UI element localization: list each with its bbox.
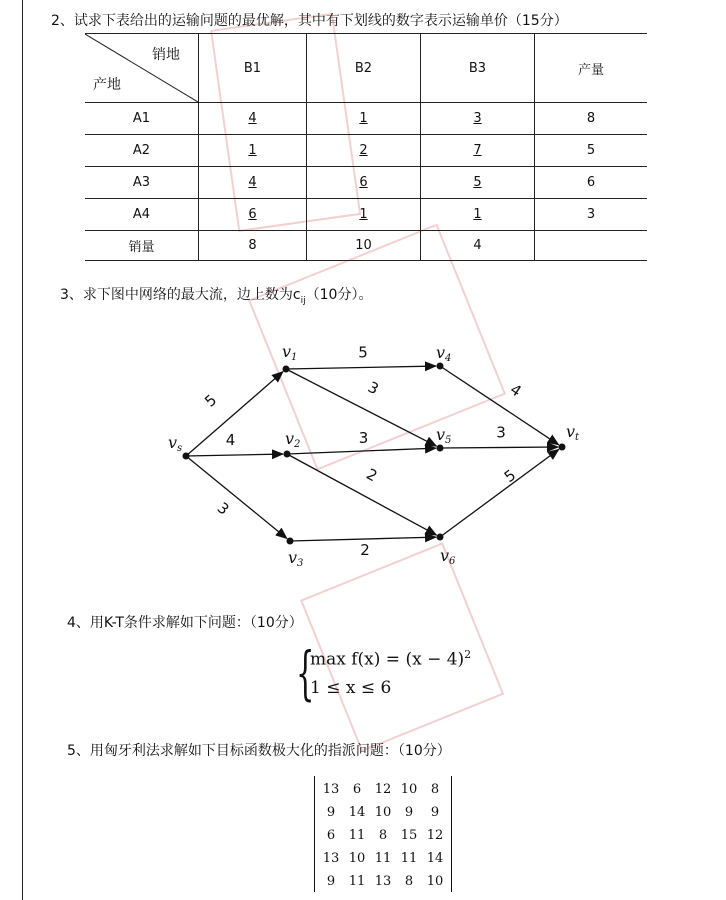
matrix-cell: 11 [348,828,366,843]
header-b1: B1 [199,34,307,103]
matrix-row [318,870,448,893]
node-v6 [437,534,444,541]
question-3-suffix: （10分）。 [305,287,373,303]
matrix-cell: 11 [400,851,418,866]
demand-label: 销量 [85,231,199,261]
matrix-cell: 13 [374,874,392,889]
row-label: A4 [85,199,199,231]
edge-v1-v4 [286,366,436,369]
header-b3: B3 [421,34,535,103]
matrix-cell: 12 [426,828,444,843]
matrix-cell: 6 [326,828,336,843]
node-label-v4: v4 [436,343,452,364]
edge-capacity-label: 4 [506,380,525,401]
matrix-left-bar [314,776,315,892]
node-label-v1: v1 [282,342,298,363]
cost-cell: 1 [359,111,368,126]
node-label-v2: v2 [285,429,301,450]
kt-objective-text: max f(x) = (x − 4) [310,649,465,670]
kt-constraint: 1 ≤ x ≤ 6 [310,678,392,698]
matrix-cell: 13 [322,782,340,797]
matrix-cell: 9 [326,874,336,889]
cost-cell: 4 [248,175,257,190]
cost-cell: 3 [473,111,482,126]
question-3-prefix: 3、求下图中网络的最大流，边上数为c [60,287,301,303]
matrix-cell: 10 [348,851,366,866]
edge-vs-v2 [186,454,283,456]
assignment-matrix [314,776,452,892]
matrix-row [318,824,448,847]
cost-cell: 5 [473,175,482,190]
edge-v5-vt [440,447,558,448]
cost-cell: 6 [248,207,257,222]
matrix-cell: 8 [404,874,414,889]
brace-symbol: { [296,639,315,707]
node-v2 [284,451,291,458]
question-2: 2、试求下表给出的运输问题的最优解，其中有下划线的数字表示运输单价（15分） [51,13,568,29]
cost-cell: 1 [248,143,257,158]
cost-cell: 6 [359,175,368,190]
matrix-cell: 14 [426,851,444,866]
edge-capacity-label: 5 [201,390,221,411]
matrix-cell: 14 [348,805,366,820]
matrix-cell: 8 [430,782,440,797]
matrix-cell: 10 [374,805,392,820]
supply-cell: 3 [535,199,648,231]
matrix-cell: 8 [378,828,388,843]
node-label-vt: vt [566,422,580,443]
edge-capacity-label: 2 [363,464,381,486]
corner-bottom-label: 产地 [93,77,121,93]
node-v1 [283,366,290,373]
matrix-cell: 11 [374,851,392,866]
matrix-row [318,847,448,870]
cost-cell: 4 [248,111,257,126]
edge-capacity-label: 3 [496,423,506,442]
node-v4 [437,363,444,370]
supply-cell: 5 [535,135,648,167]
edge-capacity-label: 3 [358,429,369,447]
edge-v6-vt [440,449,559,537]
matrix-table [318,778,448,893]
question-4: 4、用K-T条件求解如下问题：（10分） [67,615,303,631]
edge-vs-v3 [186,456,287,538]
header-b2: B2 [307,34,421,103]
edge-v2-v5 [287,448,436,454]
cost-cell: 2 [359,143,368,158]
matrix-cell: 6 [352,782,362,797]
matrix-row [318,778,448,801]
matrix-cell: 11 [348,874,366,889]
demand-cell: 4 [421,231,535,261]
edge-capacity-label: 5 [358,343,368,362]
network-edges [186,344,559,560]
row-label: A1 [85,103,199,135]
node-label-v3: v3 [288,548,304,569]
supply-cell: 8 [535,103,648,135]
node-v5 [437,445,444,452]
row-label: A2 [85,135,199,167]
edge-capacity-label: 2 [360,541,370,559]
cost-cell: 1 [473,207,482,222]
matrix-cell: 15 [400,828,418,843]
question-3-subscript: ij [300,295,306,306]
matrix-cell: 13 [322,851,340,866]
node-vt [559,444,566,451]
matrix-cell: 10 [426,874,444,889]
node-label-v5: v5 [436,425,452,446]
edge-capacity-label: 3 [364,377,382,399]
matrix-cell: 9 [326,805,336,820]
node-v3 [287,538,294,545]
edge-capacity-label: 5 [500,465,520,487]
matrix-cell: 9 [404,805,414,820]
cost-cell: 7 [473,143,482,158]
node-vs [183,453,190,460]
supply-cell: 6 [535,167,648,199]
question-5: 5、用匈牙利法求解如下目标函数极大化的指派问题：（10分） [67,743,451,759]
demand-cell: 8 [199,231,307,261]
kt-objective [310,648,471,670]
edge-capacity-label: 4 [225,431,236,449]
demand-cell: 10 [307,231,421,261]
matrix-row [318,801,448,824]
node-label-v6: v6 [440,546,456,567]
node-label-vs: vs [168,433,183,454]
matrix-right-bar [451,776,452,892]
edge-capacity-label: 3 [213,498,233,519]
matrix-cell: 12 [374,782,392,797]
corner-top-label: 销地 [152,47,180,63]
matrix-cell: 10 [400,782,418,797]
header-supply: 产量 [535,34,648,103]
edge-v2-v6 [287,454,436,535]
row-label: A3 [85,167,199,199]
cost-cell: 1 [359,207,368,222]
matrix-cell: 9 [430,805,440,820]
kt-exponent: 2 [464,648,472,661]
